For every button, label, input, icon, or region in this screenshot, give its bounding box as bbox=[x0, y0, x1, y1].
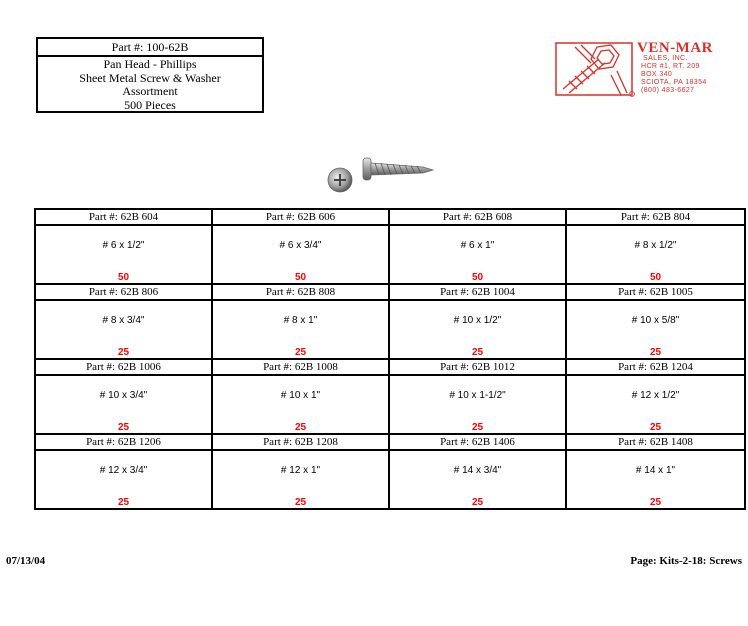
part-number: Part #: 62B 608 bbox=[390, 210, 565, 226]
parts-row bbox=[35, 284, 745, 359]
screw-size: # 12 x 1/2" bbox=[631, 390, 680, 401]
screw-size: # 10 x 5/8" bbox=[631, 315, 680, 326]
part-cell bbox=[212, 359, 389, 434]
page-reference: Page: Kits-2-18: Screws bbox=[630, 555, 742, 567]
screw-size: # 10 x 1" bbox=[280, 390, 321, 401]
address-line: SCIOTA, PA 18354 bbox=[641, 79, 707, 86]
quantity: 25 bbox=[649, 347, 662, 358]
quantity: 25 bbox=[117, 422, 130, 433]
quantity: 50 bbox=[117, 272, 130, 283]
part-number: Part #: 62B 1406 bbox=[390, 435, 565, 451]
screw-size: # 8 x 3/4" bbox=[102, 315, 145, 326]
part-header-box bbox=[36, 37, 264, 113]
part-number: Part #: 62B 1012 bbox=[390, 360, 565, 376]
company-address bbox=[641, 55, 707, 95]
screw-size: # 6 x 3/4" bbox=[279, 240, 322, 251]
quantity: 50 bbox=[649, 272, 662, 283]
kit-description-line: Sheet Metal Screw & Washer bbox=[79, 70, 221, 85]
part-cell bbox=[389, 284, 566, 359]
part-cell bbox=[389, 434, 566, 509]
screw-size: # 10 x 3/4" bbox=[99, 390, 148, 401]
part-number: Part #: 62B 606 bbox=[213, 210, 388, 226]
screw-size: # 12 x 3/4" bbox=[99, 465, 148, 476]
kit-description-line: Pan Head - Phillips bbox=[103, 57, 197, 71]
quantity: 50 bbox=[294, 272, 307, 283]
address-line: BOX 340 bbox=[641, 71, 673, 78]
parts-row bbox=[35, 434, 745, 509]
screw-size: # 10 x 1-1/2" bbox=[449, 390, 506, 401]
part-number: Part #: 62B 806 bbox=[36, 285, 211, 301]
company-logo bbox=[555, 41, 745, 99]
quantity: 25 bbox=[471, 347, 484, 358]
part-number: Part #: 62B 808 bbox=[213, 285, 388, 301]
part-cell bbox=[35, 209, 212, 284]
part-number: Part #: 62B 1206 bbox=[36, 435, 211, 451]
quantity: 25 bbox=[117, 347, 130, 358]
screw-size: # 14 x 1" bbox=[635, 465, 676, 476]
part-number: Part #: 62B 1408 bbox=[567, 435, 744, 451]
part-number: Part #: 62B 1008 bbox=[213, 360, 388, 376]
part-number: Part #: 62B 804 bbox=[567, 210, 744, 226]
quantity: 50 bbox=[471, 272, 484, 283]
screw-size: # 8 x 1" bbox=[283, 315, 318, 326]
part-number: Part #: 62B 1208 bbox=[213, 435, 388, 451]
company-name: VEN-MAR bbox=[637, 40, 713, 56]
part-cell bbox=[35, 359, 212, 434]
part-number: Part #: 62B 1204 bbox=[567, 360, 744, 376]
part-cell bbox=[389, 209, 566, 284]
pan-head-screw-icon bbox=[325, 155, 435, 195]
part-number: Part #: 62B 1004 bbox=[390, 285, 565, 301]
part-cell bbox=[389, 359, 566, 434]
address-line: SALES, INC. bbox=[643, 55, 688, 62]
screw-size: # 6 x 1" bbox=[460, 240, 495, 251]
quantity: 25 bbox=[294, 497, 307, 508]
kit-part-number: Part #: 100-62B bbox=[38, 39, 262, 57]
screw-size: # 10 x 1/2" bbox=[453, 315, 502, 326]
part-cell bbox=[212, 434, 389, 509]
part-cell bbox=[35, 284, 212, 359]
parts-row bbox=[35, 359, 745, 434]
quantity: 25 bbox=[471, 497, 484, 508]
quantity: 25 bbox=[117, 497, 130, 508]
address-line: HCR #1, RT. 209 bbox=[641, 63, 700, 70]
screw-size: # 8 x 1/2" bbox=[634, 240, 677, 251]
part-number: Part #: 62B 1005 bbox=[567, 285, 744, 301]
quantity: 25 bbox=[294, 422, 307, 433]
parts-grid bbox=[34, 208, 746, 510]
screw-size: # 14 x 3/4" bbox=[453, 465, 502, 476]
screw-size: # 12 x 1" bbox=[280, 465, 321, 476]
bolt-nut-logo-icon bbox=[555, 41, 635, 97]
part-cell bbox=[566, 284, 745, 359]
quantity: 25 bbox=[471, 422, 484, 433]
address-line: (800) 483-6627 bbox=[641, 87, 695, 94]
part-cell bbox=[566, 359, 745, 434]
quantity: 25 bbox=[294, 347, 307, 358]
screw-size: # 6 x 1/2" bbox=[102, 240, 145, 251]
part-cell bbox=[212, 284, 389, 359]
part-number: Part #: 62B 1006 bbox=[36, 360, 211, 376]
quantity: 25 bbox=[649, 497, 662, 508]
part-number: Part #: 62B 604 bbox=[36, 210, 211, 226]
part-cell bbox=[566, 209, 745, 284]
kit-description-line: Assortment bbox=[122, 84, 178, 98]
part-cell bbox=[212, 209, 389, 284]
document-date: 07/13/04 bbox=[6, 555, 46, 567]
parts-row bbox=[35, 209, 745, 284]
quantity: 25 bbox=[649, 422, 662, 433]
kit-description-line: 500 Pieces bbox=[124, 97, 176, 112]
part-cell bbox=[566, 434, 745, 509]
part-cell bbox=[35, 434, 212, 509]
kit-description bbox=[38, 57, 262, 112]
